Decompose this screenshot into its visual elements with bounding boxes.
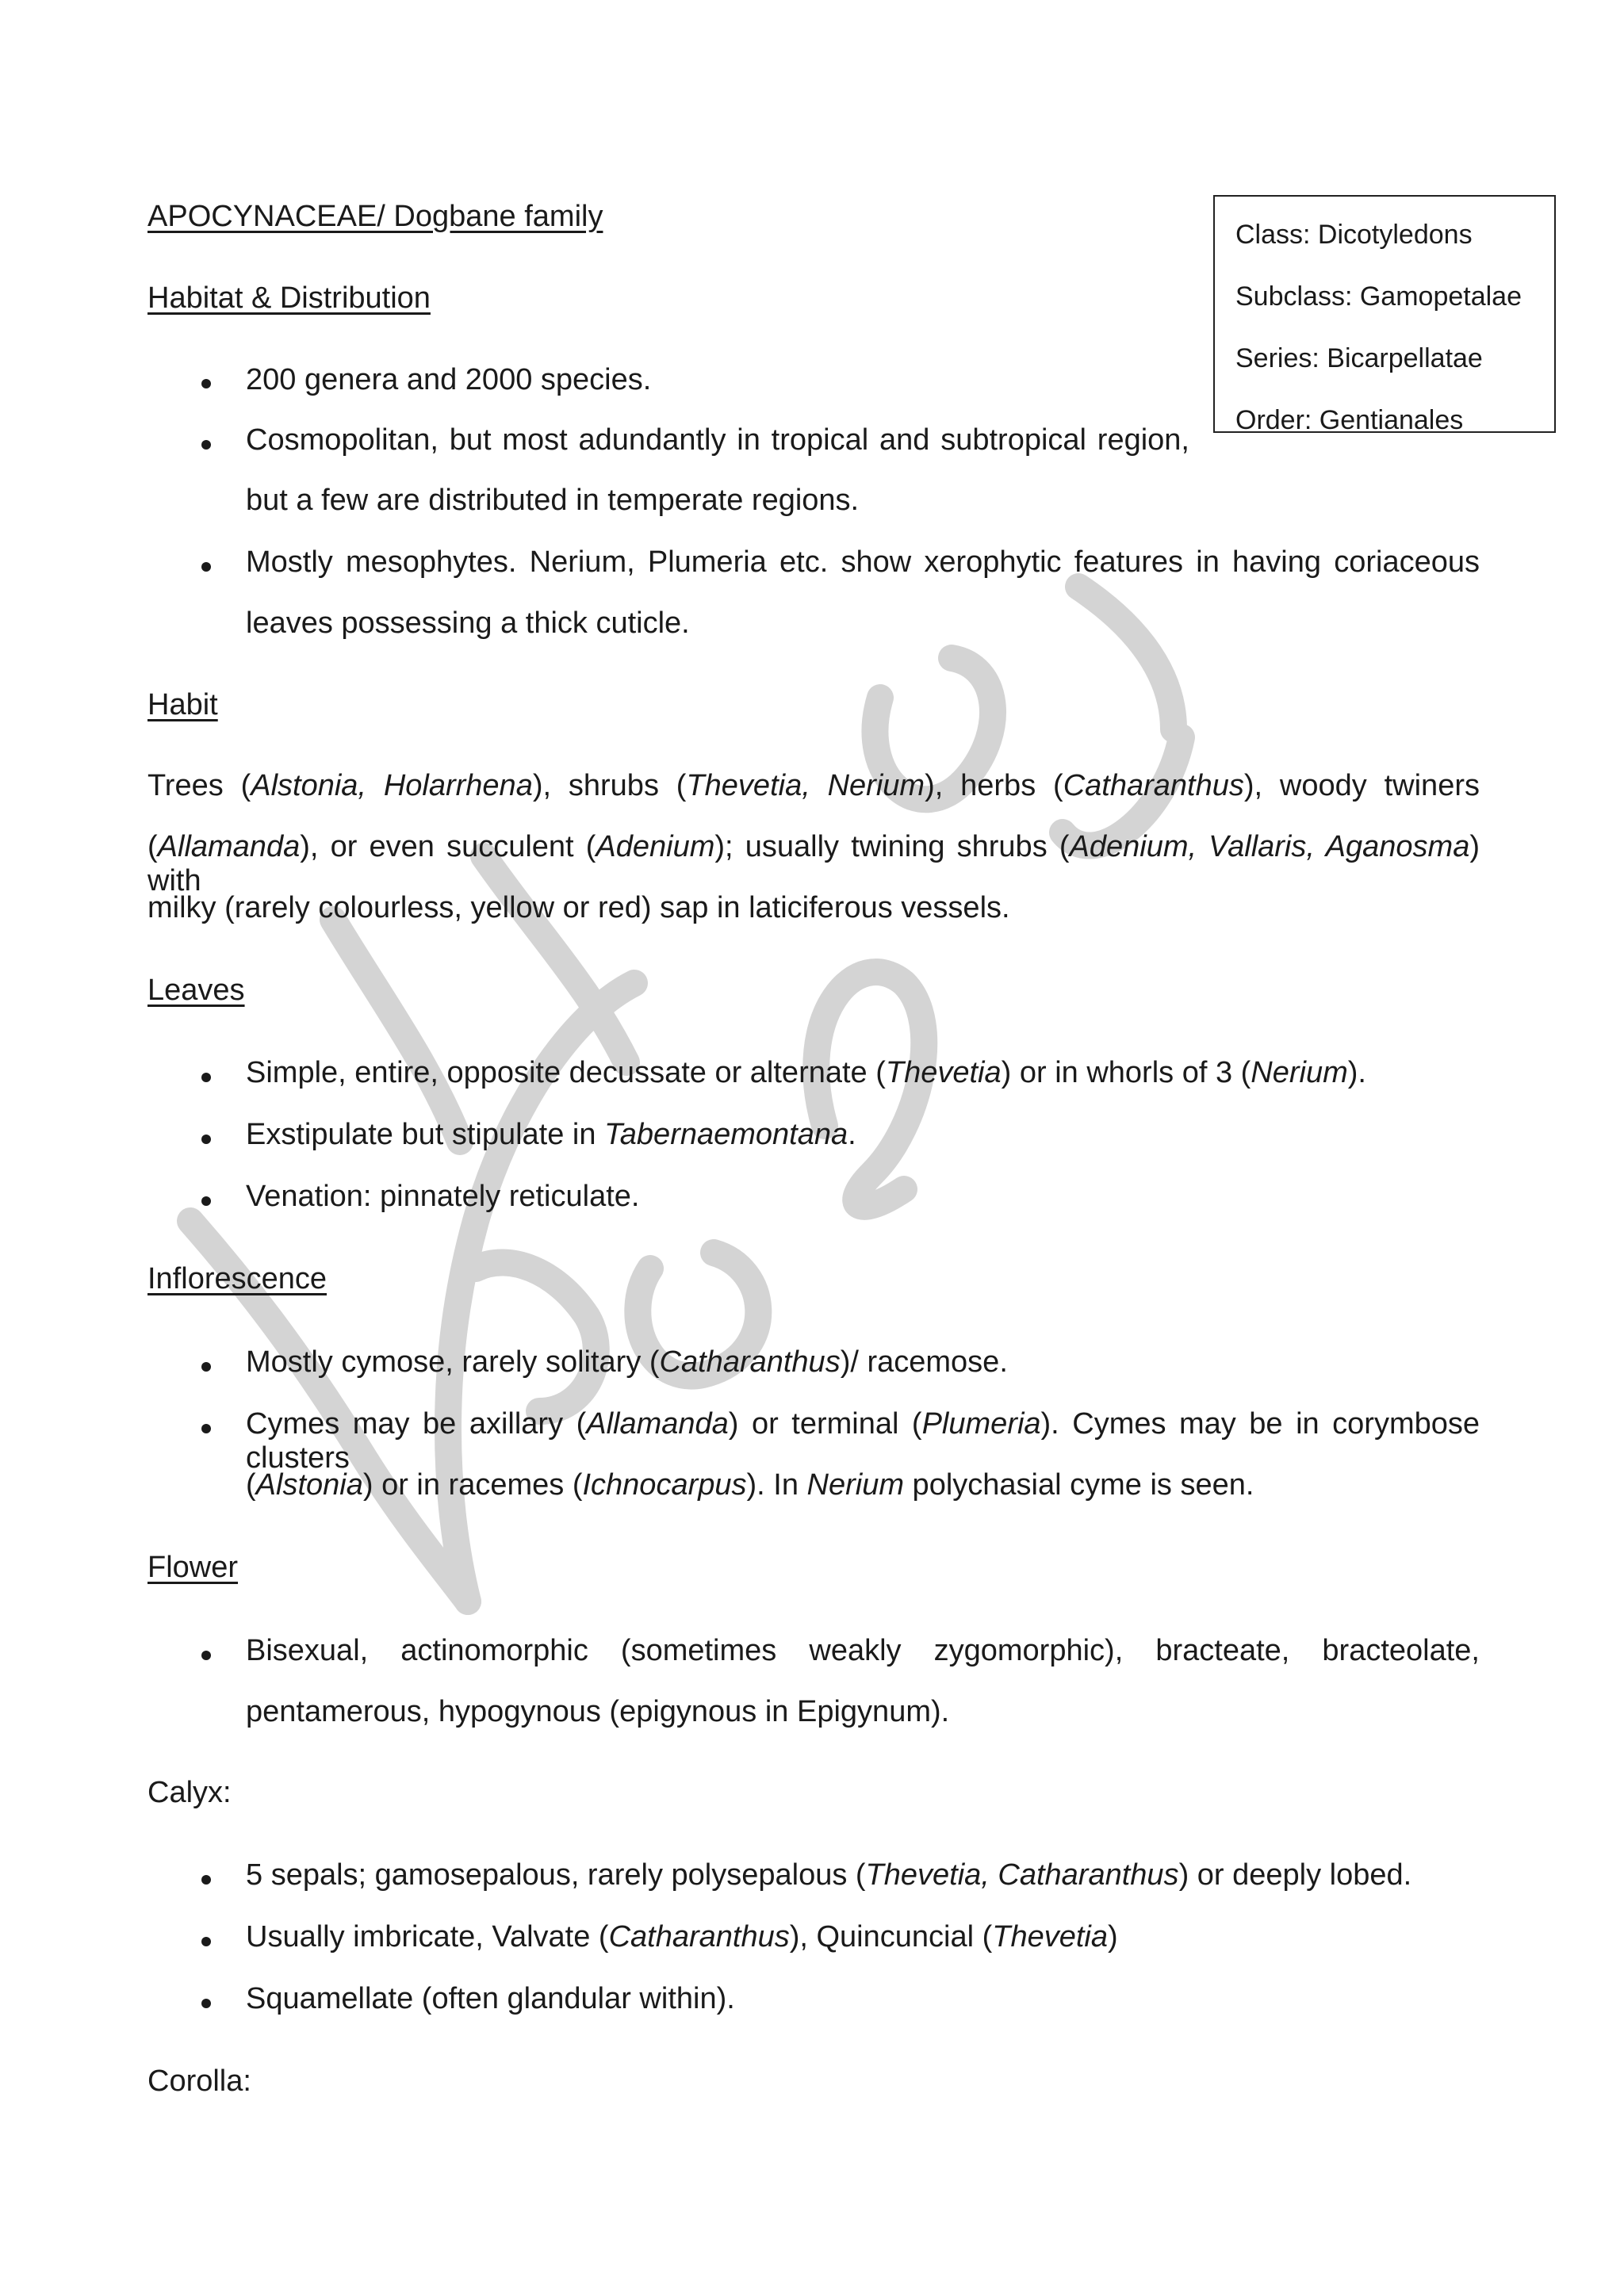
bullet-dot	[201, 1424, 211, 1433]
leaves-bullet-1: Simple, entire, opposite decussate or alternate (Thevetia) or in whorls of 3 (Nerium).	[246, 1056, 1366, 1089]
bullet-dot	[201, 1875, 211, 1885]
habitat-bullet-1: 200 genera and 2000 species.	[246, 363, 652, 396]
bullet-dot	[201, 379, 211, 388]
inflorescence-heading: Inflorescence	[147, 1262, 327, 1295]
bullet-dot	[201, 562, 211, 572]
bullet-dot	[201, 1999, 211, 2008]
habitat-bullet-2-line-1: Cosmopolitan, but most adundantly in tropical and subtropical region,	[246, 423, 1189, 457]
class-line: Class: Dicotyledons	[1235, 220, 1473, 250]
series-line: Series: Bicarpellatae	[1235, 343, 1483, 373]
inflorescence-bullet-2-line-2: (Alstonia) or in racemes (Ichnocarpus). In Nerium polychasial cyme is seen.	[246, 1468, 1254, 1502]
document-title: APOCYNACEAE/ Dogbane family	[147, 200, 603, 233]
bullet-dot	[201, 1651, 211, 1660]
leaves-bullet-3: Venation: pinnately reticulate.	[246, 1180, 640, 1213]
order-line: Order: Gentianales	[1235, 405, 1464, 435]
calyx-heading: Calyx:	[147, 1776, 232, 1809]
flower-bullet-1-line-2: pentamerous, hypogynous (epigynous in Epigynum).	[246, 1695, 950, 1728]
bullet-dot	[201, 440, 211, 450]
corolla-heading: Corolla:	[147, 2064, 251, 2098]
bullet-dot	[201, 1073, 211, 1082]
habit-line-2: (Allamanda), or even succulent (Adenium); usually twining shrubs (Adenium, Vallaris, Aganosma) with	[147, 830, 1480, 897]
calyx-bullet-3: Squamellate (often glandular within).	[246, 1982, 735, 2015]
habit-line-1: Trees (Alstonia, Holarrhena), shrubs (Thevetia, Nerium), herbs (Catharanthus), woody twiners	[147, 769, 1480, 802]
classification-box	[1213, 195, 1556, 433]
habitat-bullet-3-line-2: leaves possessing a thick cuticle.	[246, 607, 690, 640]
habitat-heading: Habitat & Distribution	[147, 281, 431, 315]
inflorescence-bullet-2-line-1: Cymes may be axillary (Allamanda) or terminal (Plumeria). Cymes may be in corymbose clusters	[246, 1407, 1480, 1475]
subclass-line: Subclass: Gamopetalae	[1235, 281, 1522, 312]
calyx-bullet-2: Usually imbricate, Valvate (Catharanthus), Quincuncial (Thevetia)	[246, 1920, 1118, 1954]
bullet-dot	[201, 1135, 211, 1144]
habitat-bullet-3-line-1: Mostly mesophytes. Nerium, Plumeria etc. show xerophytic features in having coriaceous	[246, 545, 1480, 579]
bullet-dot	[201, 1937, 211, 1946]
bullet-dot	[201, 1362, 211, 1372]
leaves-bullet-2: Exstipulate but stipulate in Tabernaemontana.	[246, 1118, 856, 1151]
flower-bullet-1-line-1: Bisexual, actinomorphic (sometimes weakly zygomorphic), bracteate, bracteolate,	[246, 1634, 1480, 1667]
habit-heading: Habit	[147, 688, 218, 721]
inflorescence-bullet-1: Mostly cymose, rarely solitary (Catharanthus)/ racemose.	[246, 1345, 1008, 1379]
flower-heading: Flower	[147, 1551, 239, 1584]
calyx-bullet-1: 5 sepals; gamosepalous, rarely polysepalous (Thevetia, Catharanthus) or deeply lobed.	[246, 1858, 1412, 1892]
habitat-bullet-2-line-2: but a few are distributed in temperate regions.	[246, 484, 860, 517]
bullet-dot	[201, 1196, 211, 1206]
leaves-heading: Leaves	[147, 974, 245, 1007]
habit-line-3: milky (rarely colourless, yellow or red) sap in laticiferous vessels.	[147, 891, 1010, 924]
